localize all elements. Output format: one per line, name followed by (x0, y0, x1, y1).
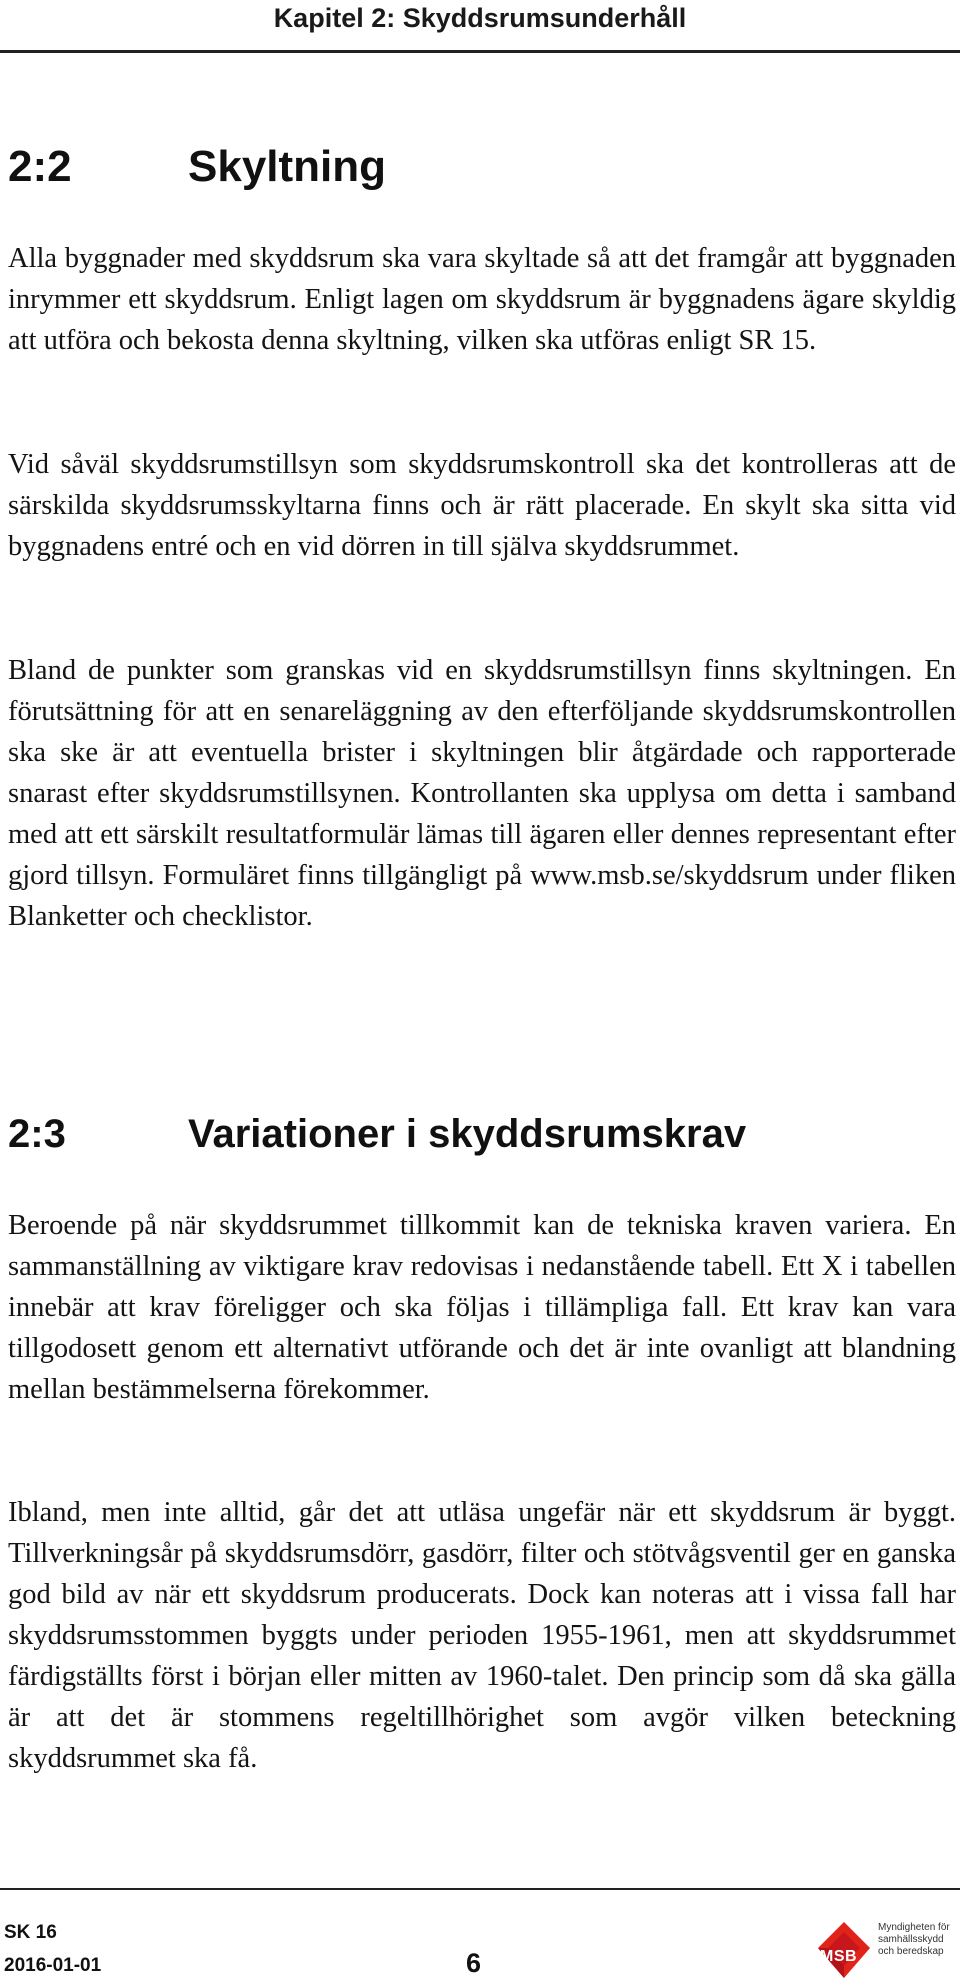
running-header: Kapitel 2: Skyddsrumsunderhåll (273, 3, 687, 33)
logo-text: Myndigheten för samhällsskydd och beredskap (878, 1922, 950, 1957)
section-number: 2:2 (8, 142, 72, 191)
paragraph: Ibland, men inte alltid, går det att utläsa ungefär när ett skyddsrum är byggt. Tillverkningsår på skyddsrumsdörr, gasdörr, filter och stötvågsventil ger en ganska god bild av när ett skyddsrum producerats. Dock kan noteras att i vissa fall har skyddsrumsstommen byggts under perioden 1955-1961, men att skyddsrummet färdigställts först i början eller mitten av 1960-talet. Den princip som då ska gälla är att det är stommens regeltillhörighet som avgör vilken beteckning skyddsrummet ska få. (8, 1497, 956, 1774)
logo-abbreviation: MSB (820, 1948, 858, 1965)
paragraph: Alla byggnader med skyddsrum ska vara skyltade så att det framgår att byggnaden inrymmer ett skyddsrum. Enligt lagen om skyddsrum är byggnadens ägare skyldig att utföra och bekosta denna skyltning, vilken ska utföras enligt SR 15. (8, 243, 956, 356)
document-code: SK 16 (4, 1922, 57, 1943)
section-number: 2:3 (8, 1112, 66, 1156)
paragraph: Beroende på när skyddsrummet tillkommit kan de tekniska kraven variera. En sammanställning av viktigare krav redovisas i nedanstående tabell. Ett X i tabellen innebär att krav föreligger och ska följas i tillämpliga fall. Ett krav kan vara tillgodosett genom ett alternativt utförande och det är inte ovanligt att blandning mellan bestämmelserna förekommer. (8, 1210, 956, 1405)
page-number: 6 (466, 1948, 482, 1978)
paragraph: Bland de punkter som granskas vid en skyddsrumstillsyn finns skyltningen. En förutsättning för att en senareläggning av den efterföljande skyddsrumskontrollen ska ske är att eventuella brister i skyltningen blir åtgärdade och rapporterade snarast efter skyddsrumstillsynen. Kontrollanten ska upplysa om detta i samband med att ett särskilt resultatformulär lämas till ägaren eller dennes representant efter gjord tillsyn. Formuläret finns tillgängligt på www.msb.se/skyddsrum under fliken Blanketter och checklistor. (8, 655, 956, 932)
msb-logo (812, 1918, 952, 1982)
section-title: Skyltning (188, 142, 387, 191)
document-date: 2016-01-01 (4, 1955, 102, 1976)
paragraph: Vid såväl skyddsrumstillsyn som skyddsrumskontroll ska det kontrolleras att de särskilda skyddsrumsskyltarna finns och är rätt placerade. En skylt ska sitta vid byggnadens entré och en vid dörren in till själva skyddsrummet. (8, 449, 956, 562)
section-title: Variationer i skyddsrumskrav (188, 1112, 747, 1156)
header-divider (0, 50, 960, 53)
footer-divider (0, 1888, 960, 1890)
section-heading-2-2 (8, 141, 386, 193)
section-heading-2-3 (8, 1110, 746, 1158)
